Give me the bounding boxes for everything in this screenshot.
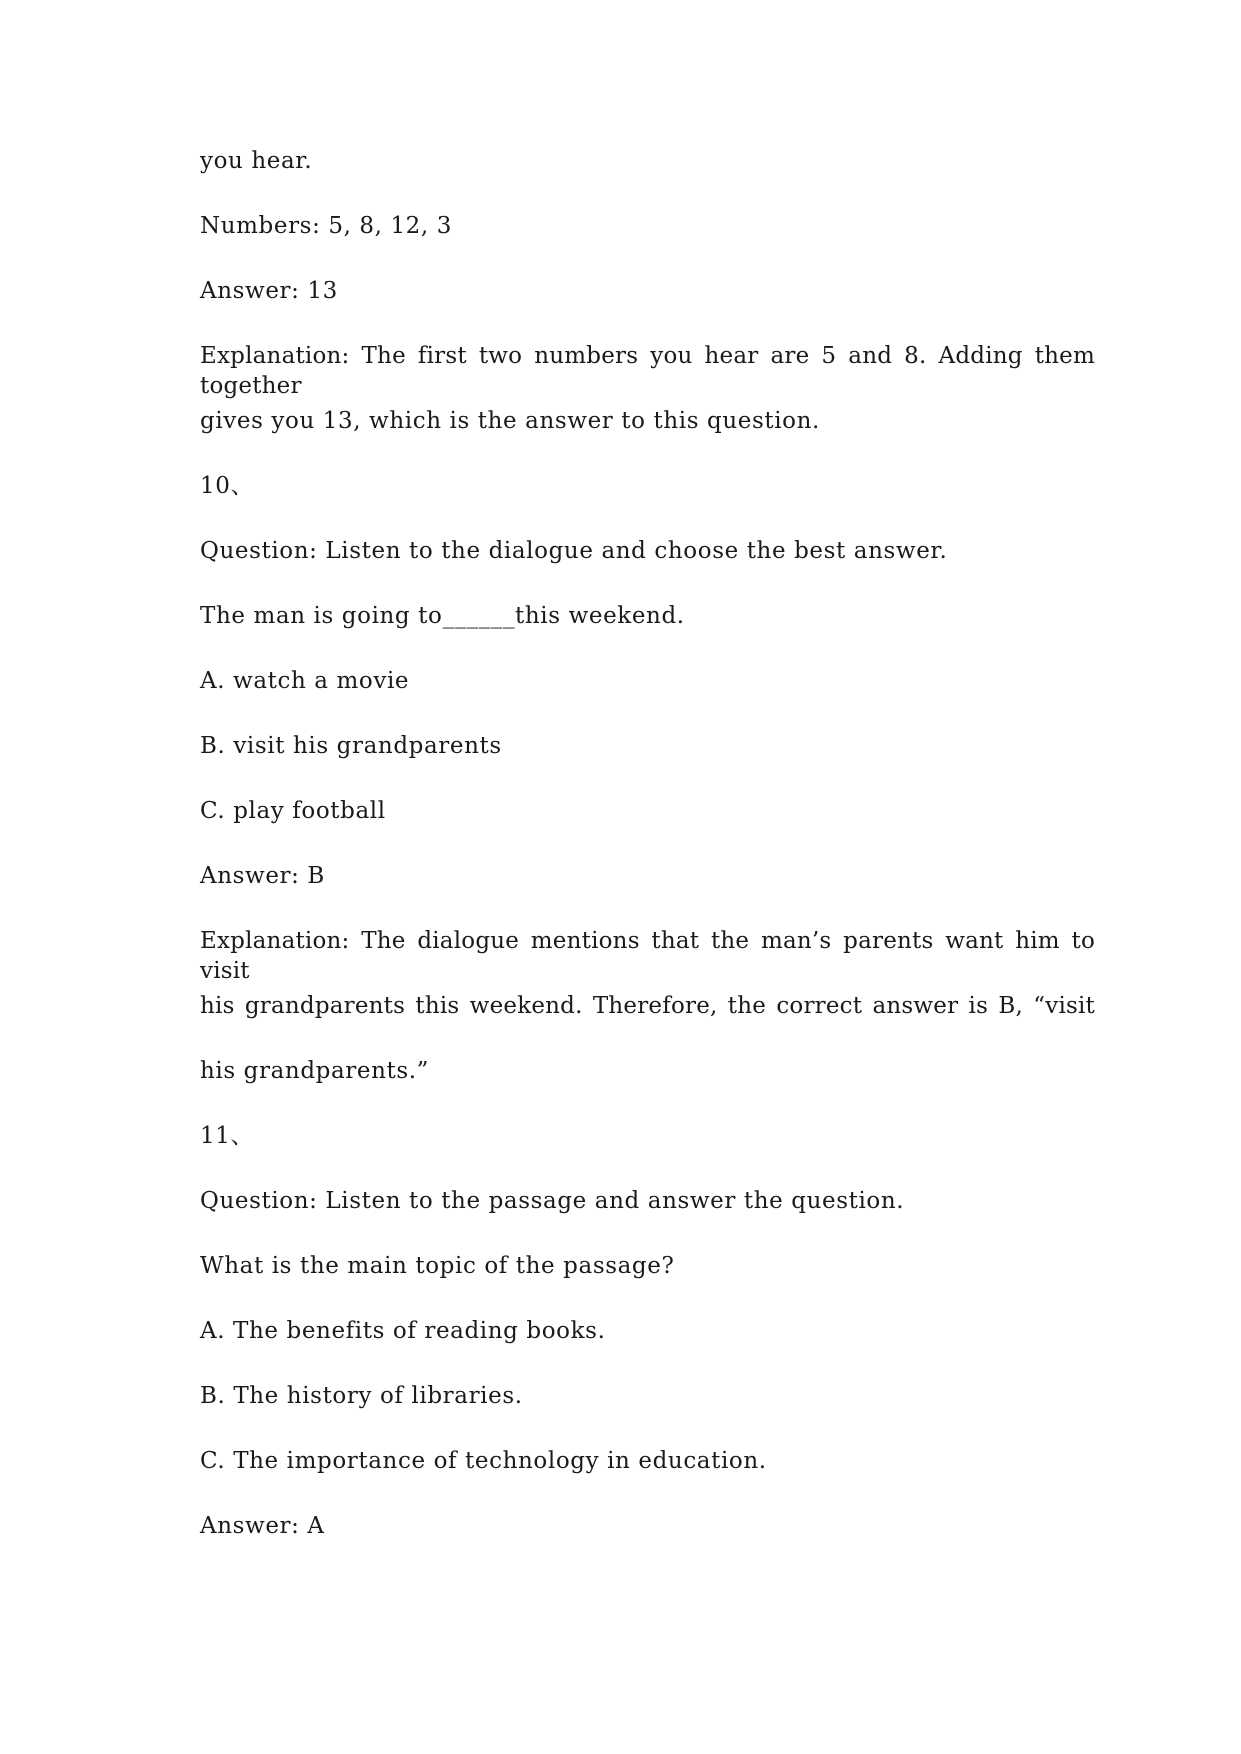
answer-line: Answer: A	[200, 1513, 325, 1539]
option-c: C. The importance of technology in education.	[200, 1448, 767, 1474]
document-body	[200, 146, 1095, 1576]
option-b: B. visit his grandparents	[200, 733, 502, 759]
question-stem: The man is going to______this weekend.	[200, 603, 685, 629]
text-line: you hear.	[200, 148, 313, 174]
question-number: 11、	[200, 1123, 255, 1149]
question-stem: What is the main topic of the passage?	[200, 1253, 675, 1279]
explanation-line: his grandparents.”	[200, 1058, 430, 1084]
explanation-line: his grandparents this weekend. Therefore, the correct answer is B, “visit	[200, 993, 1095, 1019]
question-prompt: Question: Listen to the dialogue and choose the best answer.	[200, 538, 948, 564]
option-c: C. play football	[200, 798, 386, 824]
numbers-line: Numbers: 5, 8, 12, 3	[200, 213, 452, 239]
explanation-line: Explanation: The dialogue mentions that the man’s parents want him to visit	[200, 928, 1095, 984]
question-number: 10、	[200, 473, 255, 499]
option-b: B. The history of libraries.	[200, 1383, 523, 1409]
option-a: A. watch a movie	[200, 668, 410, 694]
explanation-line: Explanation: The first two numbers you hear are 5 and 8. Adding them together	[200, 343, 1095, 399]
explanation-line: gives you 13, which is the answer to this question.	[200, 408, 820, 434]
answer-line: Answer: 13	[200, 278, 338, 304]
answer-line: Answer: B	[200, 863, 325, 889]
question-prompt: Question: Listen to the passage and answer the question.	[200, 1188, 905, 1214]
option-a: A. The benefits of reading books.	[200, 1318, 606, 1344]
